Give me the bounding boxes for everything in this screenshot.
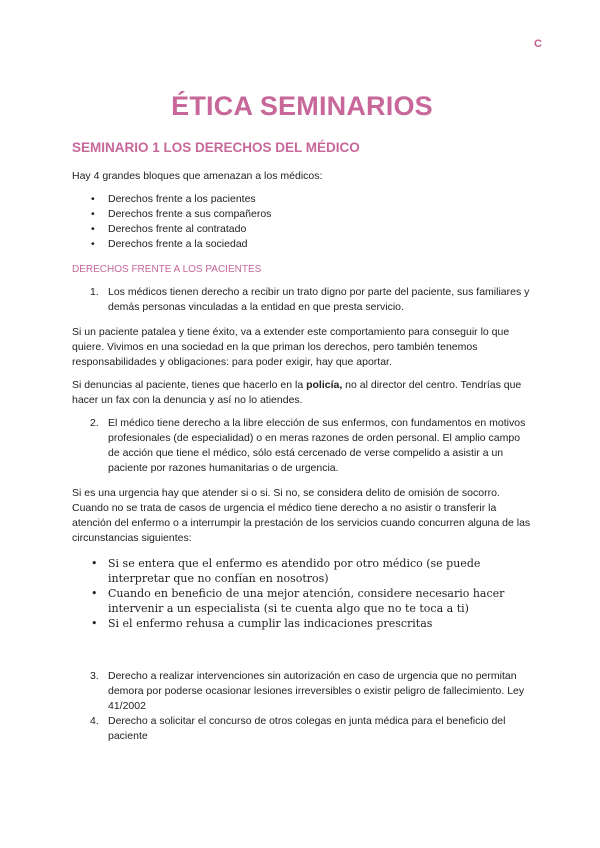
item-text: El médico tiene derecho a la libre elección de sus enfermos, con fundamentos en motivos profesionales (de especialidad) o en meras razones de orden personal. El amplio campo de acción que tiene el médico, sólo está cercenado de verse compelido a asistir a un paciente por razones humanitarias o de urgencia. <box>108 417 526 474</box>
corner-mark: C <box>534 38 542 50</box>
numbered-list-3 <box>72 669 532 744</box>
paragraph: Si es una urgencia hay que atender si o si. Si no, se considera delito de omisión de socorro. Cuando no se trata de casos de urgencia el médico tiene derecho a no asistir o transferir la atención del enfermo o a interrumpir la prestación de los servicios cuando concurren alguna de las circunstancias siguientes: <box>72 487 531 544</box>
numbered-list-1 <box>72 285 532 315</box>
paragraph-text: no al director del centro. Tendrías que hacer un fax con la denuncia y así no lo atiendes. <box>72 379 522 406</box>
list-item: • Si el enfermo rehusa a cumplir las indicaciones prescritas <box>108 616 532 631</box>
item-number: 4. <box>90 715 99 727</box>
numbered-list-2 <box>72 416 532 476</box>
section-heading: DERECHOS FRENTE A LOS PACIENTES <box>72 264 262 275</box>
seminar-heading: SEMINARIO 1 LOS DERECHOS DEL MÉDICO <box>72 140 360 155</box>
list-item <box>90 285 532 315</box>
list-item: • Derechos frente a la sociedad <box>108 237 532 252</box>
circumstances-list <box>72 556 532 631</box>
list-item: • Cuando en beneficio de una mejor atención, considere necesario hacer intervenir a un especialista (si te cuenta algo que no te toca a ti) <box>108 586 532 616</box>
item-number: 2. <box>90 417 99 429</box>
item-number: 1. <box>90 286 99 298</box>
item-text: Derecho a solicitar el concurso de otros colegas en junta médica para el beneficio del paciente <box>108 715 506 742</box>
bold-text: policía, <box>306 379 343 391</box>
paragraph-text: Si denuncias al paciente, tienes que hacerlo en la <box>72 379 307 391</box>
document-body <box>72 88 532 754</box>
item-number: 3. <box>90 670 99 682</box>
list-item <box>90 416 532 476</box>
paragraph: Si un paciente patalea y tiene éxito, va a extender este comportamiento para conseguir lo que quiere. Vivimos en una sociedad en la que priman los derechos, pero también tenemos responsabilidades y obligaciones: para poder exigir, hay que aportar. <box>72 326 510 368</box>
item-text: Los médicos tienen derecho a recibir un trato digno por parte del paciente, sus familiares y demás personas vinculadas a la entidad en que presta servicio. <box>108 286 530 313</box>
intro-paragraph: Hay 4 grandes bloques que amenazan a los médicos: <box>72 170 323 182</box>
item-text: Derecho a realizar intervenciones sin autorización en caso de urgencia que no permitan demora por poderse ocasionar lesiones irreversibles o existir peligro de fallecimiento. Ley 41/2002 <box>108 670 525 712</box>
list-item: • Derechos frente a los pacientes <box>108 192 532 207</box>
list-item: • Derechos frente al contratado <box>108 222 532 237</box>
list-item: • Si se entera que el enfermo es atendido por otro médico (se puede interpretar que no confían en nosotros) <box>108 556 532 586</box>
document-title: ÉTICA SEMINARIOS <box>171 91 433 121</box>
list-item <box>90 669 532 714</box>
list-item <box>90 714 532 744</box>
spacer <box>72 641 532 663</box>
list-item: • Derechos frente a sus compañeros <box>108 207 532 222</box>
blocks-list <box>72 192 532 252</box>
paragraph <box>72 378 532 408</box>
